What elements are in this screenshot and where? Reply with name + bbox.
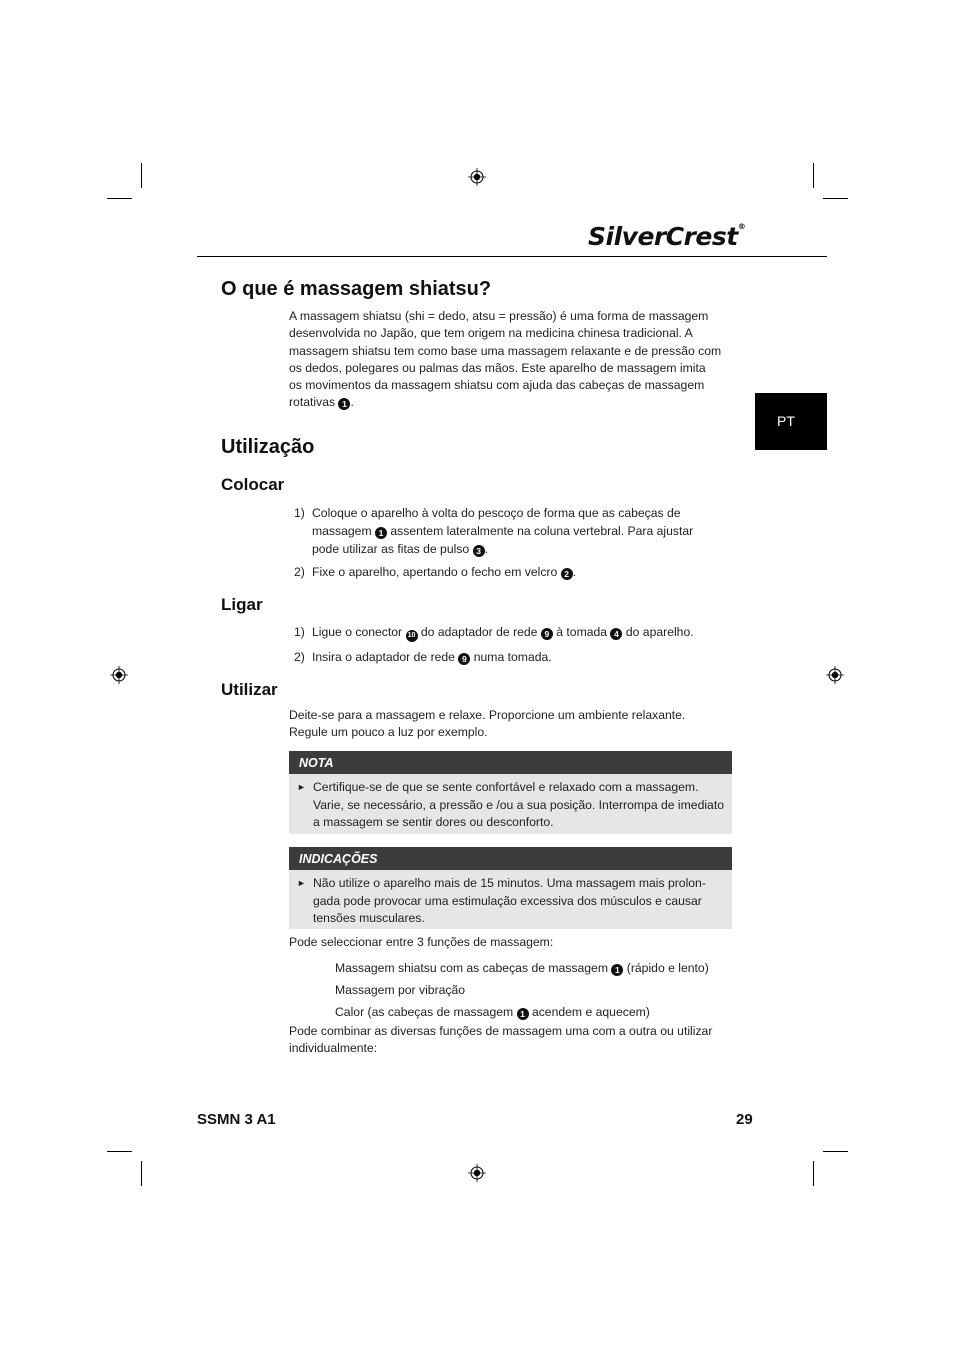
- ref-badge: 3: [473, 545, 485, 557]
- subsection-title-utilizar: Utilizar: [221, 680, 278, 699]
- ref-badge: 9: [458, 653, 470, 665]
- arrow-icon: ►: [297, 782, 306, 792]
- brand-logo: SilverCrest®: [588, 222, 746, 251]
- functions-intro: Pode seleccionar entre 3 funções de massagem:: [289, 935, 554, 949]
- ref-badge: 1: [517, 1008, 529, 1020]
- list-item: 1) Coloque o aparelho à volta do pescoço de forma que as cabeças de massagem 1 assentem lateralmente na coluna vertebral. Para ajustar pode utilizar as fitas de pulso 3 .: [294, 506, 694, 556]
- crop-mark: [813, 163, 814, 188]
- crop-mark: [141, 163, 142, 188]
- section-title-utilizacao: Utilização: [221, 436, 315, 458]
- ref-badge: 1: [375, 527, 387, 539]
- arrow-icon: ►: [297, 878, 306, 888]
- utilizar-paragraph: Deite-se para a massagem e relaxe. Proporcione um ambiente relaxante. Regule um pouco a luz por exemplo.: [289, 708, 686, 740]
- functions-outro: Pode combinar as diversas funções de massagem uma com a outra ou utilizar individualmente:: [289, 1024, 713, 1056]
- list-item: 2) Fixe o aparelho, apertando o fecho em velcro 2 .: [294, 565, 577, 579]
- function-item: Massagem shiatsu com as cabeças de massagem 1 (rápido e lento): [335, 961, 709, 975]
- ref-badge: 4: [610, 628, 622, 640]
- warning-header: INDICAÇÕES: [289, 847, 732, 870]
- note-header: NOTA: [289, 751, 732, 774]
- language-tab: PT: [755, 393, 827, 450]
- shiatsu-paragraph: A massagem shiatsu (shi = dedo, atsu = pressão) é uma forma de massagem desenvolvida no Japão, que tem origem na medicina chinesa tradicional. A massagem shiatsu tem como base uma massagem relaxante e de pressão com os dedos, polegares ou palmas das mãos. Este aparelho de massagem imita os movimentos da massagem shiatsu com ajuda das cabeças de massagem rotativas 1 .: [289, 309, 722, 410]
- crop-mark: [823, 1151, 848, 1152]
- crop-mark: [141, 1161, 142, 1186]
- list-item: 2) Insira o adaptador de rede 9 numa tomada.: [294, 650, 552, 664]
- note-box: NOTA ► Certifique-se de que se sente confortável e relaxado com a massagem. Varie, se necessário, a pressão e /ou a sua posição. Interrompa de imediato a massagem se sentir dores ou desconforto.: [289, 751, 732, 834]
- crop-mark: [813, 1161, 814, 1186]
- ref-badge: 1: [338, 398, 350, 410]
- function-item: Calor (as cabeças de massagem 1 acendem e aquecem): [335, 1005, 650, 1019]
- crop-mark: [107, 1151, 132, 1152]
- section-title-shiatsu: O que é massagem shiatsu?: [221, 278, 492, 300]
- header-rule: [197, 256, 827, 257]
- ref-badge: 9: [541, 628, 553, 640]
- registration-mark-icon: [826, 666, 844, 684]
- footer-model: SSMN 3 A1: [197, 1111, 276, 1128]
- subsection-title-ligar: Ligar: [221, 595, 263, 614]
- ref-badge: 10: [406, 630, 418, 642]
- ref-badge: 1: [611, 964, 623, 976]
- warning-box: INDICAÇÕES ► Não utilize o aparelho mais de 15 minutos. Uma massagem mais prolon- gada pode provocar uma estimulação excessiva dos músculos e causar tensões musculares.: [289, 847, 732, 929]
- crop-mark: [107, 198, 132, 199]
- page-number: 29: [736, 1111, 753, 1128]
- crop-mark: [823, 198, 848, 199]
- subsection-title-colocar: Colocar: [221, 475, 285, 494]
- ref-badge: 2: [561, 568, 573, 580]
- registration-mark-icon: [468, 168, 486, 186]
- registration-mark-icon: [468, 1164, 486, 1182]
- list-item: 1) Ligue o conector 10 do adaptador de rede 9 à tomada 4 do aparelho.: [294, 624, 734, 642]
- registration-mark-icon: [110, 666, 128, 684]
- function-item: Massagem por vibração: [335, 983, 466, 997]
